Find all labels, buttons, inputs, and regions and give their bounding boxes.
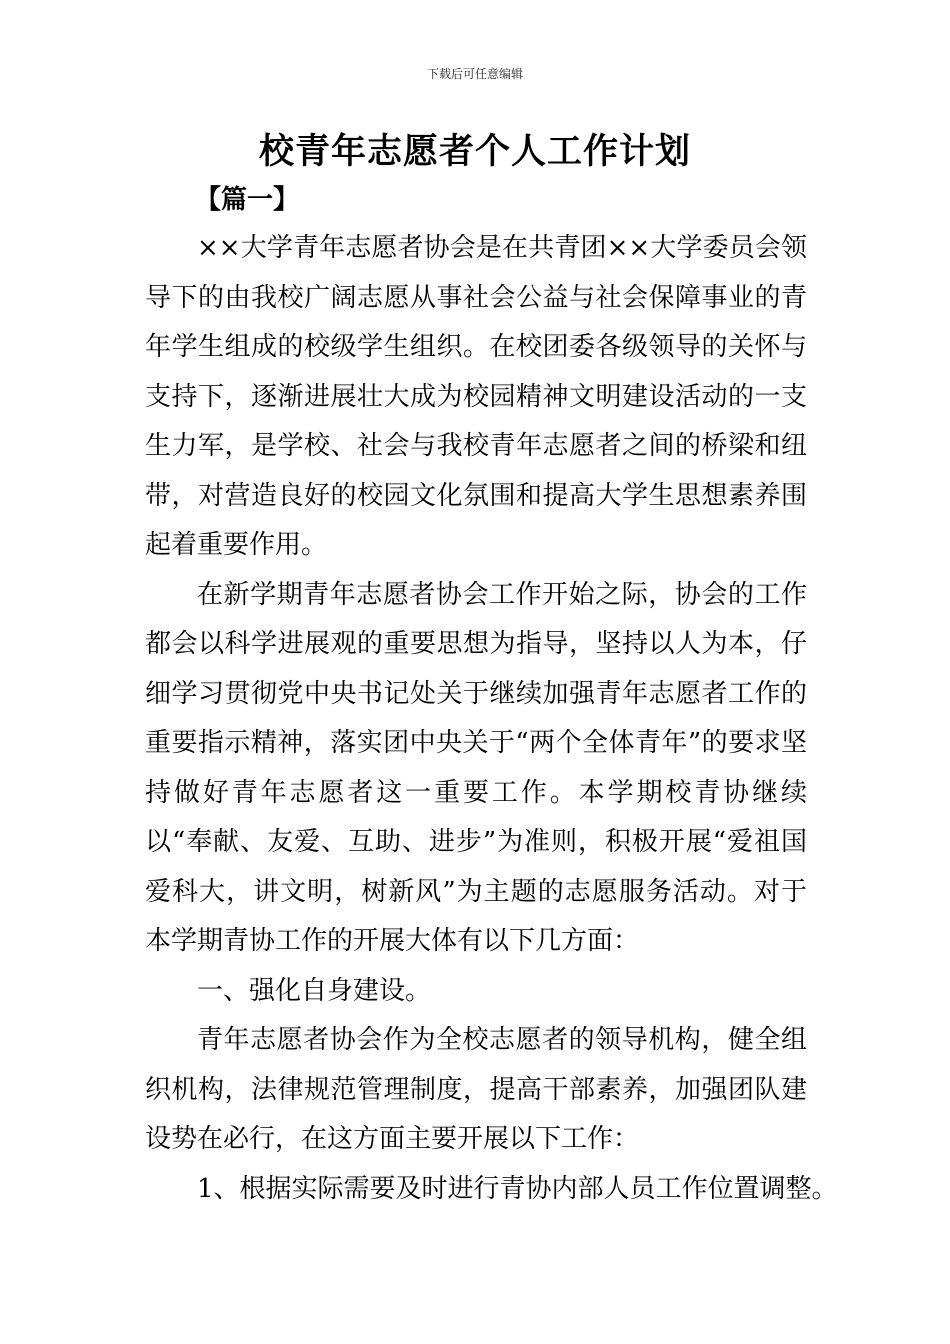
paragraph-guidance: 在新学期青年志愿者协会工作开始之际，协会的工作都会以科学进展观的重要思想为指导，坚持以人为本，仔细学习贯彻党中央书记处关于继续加强青年志愿者工作的重要指示精神，落实团中央关于“两个全体青年”的要求坚持做好青年志愿者这一重要工作。本学期校青协继续以“奉献、友爱、互助、进步”为准则，积极开展“爱祖国爱科大，讲文明，树新风”为主题的志愿服务活动。对于本学期青协工作的开展大体有以下几方面： xyxy=(145,579,807,956)
header-note: 下载后可任意编辑 xyxy=(426,67,523,81)
list-item-1: 1、根据实际需要及时进行青协内部人员工作位置调整。 xyxy=(197,1173,838,1204)
document-body xyxy=(145,224,838,1214)
heading-self-building: 一、强化自身建设。 xyxy=(197,975,432,1006)
paragraph-intro: ××大学青年志愿者协会是在共青团××大学委员会领导下的由我校广阔志愿从事社会公益与社会保障事业的青年学生组成的校级学生组织。在校团委各级领导的关怀与支持下，逐渐进展壮大成为校园精神文明建设活动的一支生力军，是学校、社会与我校青年志愿者之间的桥梁和纽带，对营造良好的校园文化氛围和提高大学生思想素养围起着重要作用。 xyxy=(145,233,807,560)
paragraph-organization: 青年志愿者协会作为全校志愿者的领导机构，健全组织机构，法律规范管理制度，提高干部素养，加强团队建设势在必行，在这方面主要开展以下工作： xyxy=(145,1025,807,1154)
document-title: 校青年志愿者个人工作计划 xyxy=(258,131,691,172)
section-label: 【篇一】 xyxy=(195,185,300,215)
